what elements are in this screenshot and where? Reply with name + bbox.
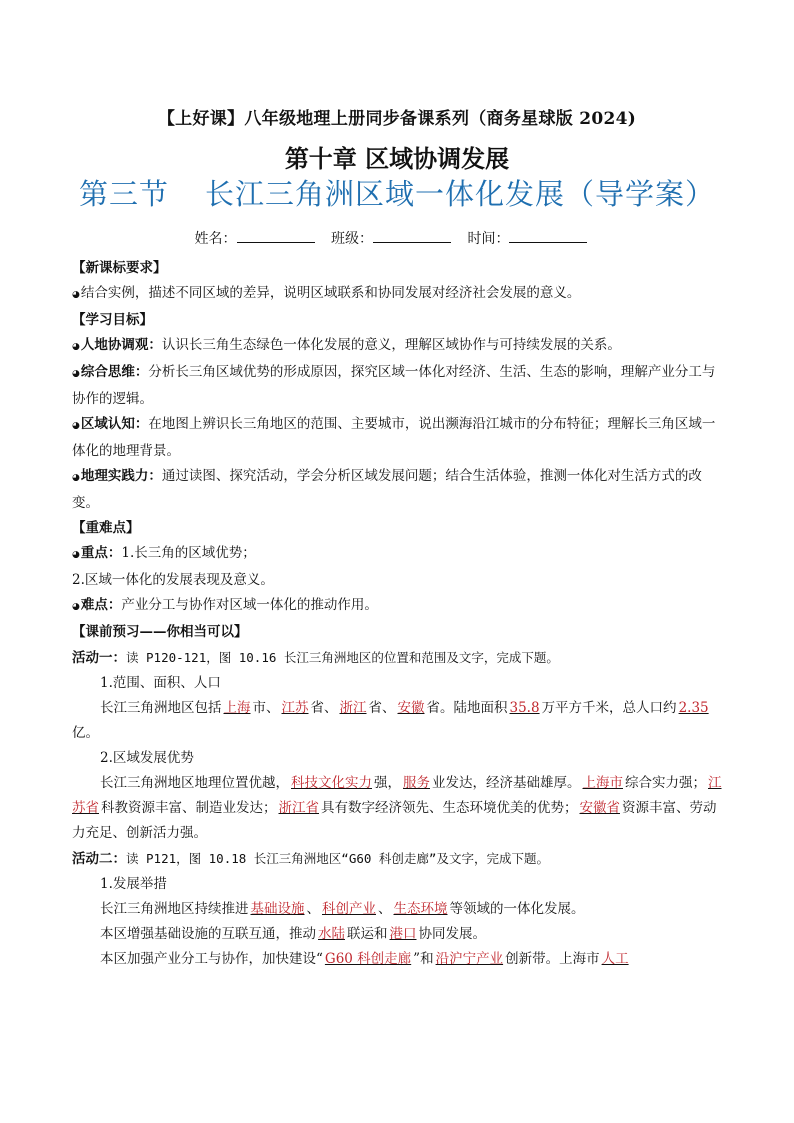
goal-item: ◕ 地理实践力：通过读图、探究活动，学会分析区域发展问题；结合生活体验，推测一体化对生活方式的改变。	[72, 464, 724, 516]
section-number: 第三节	[78, 177, 169, 211]
keypoints-heading: 【重难点】	[72, 520, 140, 536]
goal-item: ◕ 区域认知：在地图上辨识长三角地区的范围、主要城市，说出濒海沿江城市的分布特征；理解长三角区域一体化的地理背景。	[72, 412, 724, 464]
student-info-bar	[0, 228, 794, 248]
section-title	[0, 172, 794, 213]
answer-blank[interactable]: 沿沪宁产业	[435, 951, 504, 967]
key-point-1: ◕ 重点：1.长三角的区域优势；	[72, 541, 724, 568]
class-blank[interactable]	[373, 230, 451, 243]
activity1-sub1: 1.范围、面积、人口	[100, 675, 221, 691]
activity1-sub2: 2.区域发展优势	[100, 750, 194, 766]
answer-blank[interactable]: 港口	[389, 926, 417, 942]
answer-blank[interactable]: 安徽省	[579, 800, 620, 816]
curriculum-heading: 【新课标要求】	[72, 260, 167, 276]
name-blank[interactable]	[237, 230, 315, 243]
answer-blank[interactable]: 科创产业	[322, 901, 376, 917]
answer-blank[interactable]: 浙江	[339, 700, 367, 716]
answer-blank[interactable]: G60 科创走廊	[324, 951, 412, 967]
activity1-intro: 活动一：读 P120-121，图 10.16 长江三角洲地区的位置和范围及文字，完成下题。	[72, 650, 559, 666]
activity2-p3: 本区加强产业分工与协作，加快建设“ G60 科创走廊 ”和 沿沪宁产业 创新带。上海市 人工	[100, 951, 629, 967]
activity1-p2: 长江三角洲地区地理位置优越， 科技文化实力 强， 服务 业发达，经济基础雄厚。 上海市 综合实力强； 江苏省 科教资源丰富、制造业发达； 浙江省 具有数字经济领先、生态环境优美的优势； 安徽省 资源丰富、劳动力充足、创新活力强。	[72, 775, 722, 841]
activity2-p1: 长江三角洲地区持续推进 基础设施 、 科创产业 、 生态环境 等领域的一体化发展。	[100, 901, 585, 917]
answer-blank[interactable]: 江苏	[281, 700, 309, 716]
answer-blank[interactable]: 生态环境	[393, 901, 448, 917]
curriculum-text: ◕ 结合实例，描述不同区域的差异，说明区域联系和协同发展对经济社会发展的意义。	[72, 281, 724, 308]
preview-heading: 【课前预习——你相当可以】	[72, 624, 248, 640]
activity2-p2: 本区增强基础设施的互联互通，推动 水陆 联运和 港口 协同发展。	[100, 926, 486, 942]
time-blank[interactable]	[509, 230, 587, 243]
class-label: 班级：	[331, 231, 373, 247]
difficult-point: ◕ 难点：产业分工与协作对区域一体化的推动作用。	[72, 593, 724, 620]
activity2-sub1: 1.发展举措	[100, 876, 167, 892]
goal-item: ◕ 人地协调观：认识长三角生态绿色一体化发展的意义，理解区域协作与可持续发展的关系。	[72, 333, 724, 360]
activity2-intro: 活动二：读 P121，图 10.18 长江三角洲地区“G60 科创走廊”及文字，完成下题。	[72, 851, 549, 867]
answer-blank[interactable]: 上海	[223, 700, 251, 716]
goals-heading: 【学习目标】	[72, 312, 153, 328]
goal-item: ◕ 综合思维：分析长三角区域优势的形成原因，探究区域一体化对经济、生活、生态的影响，理解产业分工与协作的逻辑。	[72, 360, 724, 412]
answer-blank[interactable]: 科技文化实力	[291, 775, 372, 791]
answer-blank[interactable]: 安徽	[397, 700, 425, 716]
section-name: 长江三角洲区域一体化发展（导学案）	[205, 177, 716, 211]
answer-blank[interactable]: 服务	[403, 775, 430, 791]
name-label: 姓名：	[194, 231, 237, 247]
document-body	[72, 256, 724, 972]
answer-blank[interactable]: 人工	[601, 951, 629, 967]
answer-blank[interactable]: 浙江省	[278, 800, 319, 816]
activity1-p1: 长江三角洲地区包括 上海 市、 江苏 省、 浙江 省、 安徽 省。陆地面积 35.8 万平方千米，总人口约 2.35亿。	[72, 700, 709, 741]
answer-blank[interactable]: 2.35	[678, 700, 709, 716]
answer-blank[interactable]: 江苏省	[72, 775, 722, 816]
answer-blank[interactable]: 上海市	[582, 775, 623, 791]
chapter-title: 第十章 区域协调发展	[284, 144, 510, 173]
key-point-2: 2.区域一体化的发展表现及意义。	[72, 572, 274, 588]
series-title: 【上好课】八年级地理上册同步备课系列（商务星球版 2024)	[157, 109, 637, 129]
answer-blank[interactable]: 水陆	[318, 926, 345, 942]
answer-blank[interactable]: 35.8	[509, 700, 540, 716]
time-label: 时间：	[467, 231, 510, 247]
answer-blank[interactable]: 基础设施	[250, 901, 305, 917]
